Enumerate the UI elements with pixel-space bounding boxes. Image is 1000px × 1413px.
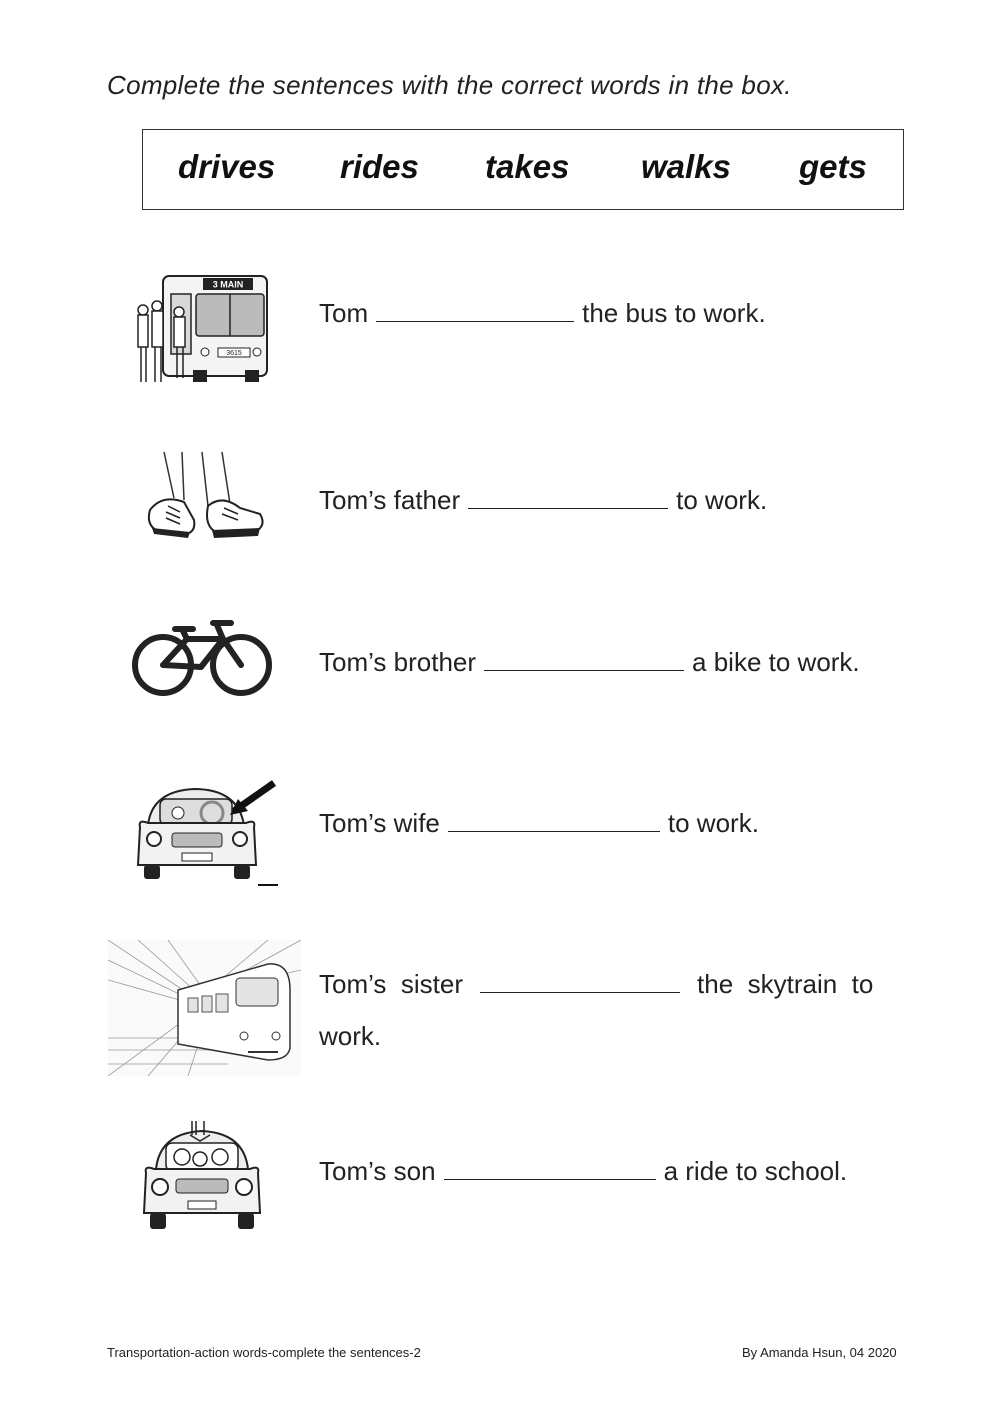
sentence-3: Tom’s brother a bike to work. [319, 647, 860, 677]
word-gets: gets [799, 148, 867, 185]
answer-blank-3[interactable] [484, 648, 684, 671]
word-takes: takes [485, 148, 570, 185]
sentence-5-line-2: work. [319, 1021, 382, 1051]
sentence-1: Tom the bus to work. [319, 298, 766, 328]
word-drives: drives [178, 148, 276, 185]
car-driver-icon [134, 777, 280, 892]
answer-blank-6[interactable] [444, 1157, 656, 1180]
word-box [142, 129, 904, 210]
word-rides: rides [340, 148, 419, 185]
walking-feet-icon [142, 450, 266, 545]
instruction-text: Complete the sentences with the correct words in the box. [107, 70, 792, 100]
bicycle-icon [131, 617, 273, 699]
bus-sign-text: 3 MAIN [212, 279, 244, 290]
answer-blank-1[interactable] [376, 299, 574, 322]
bus-number-text: 3615 [226, 350, 242, 357]
footer-title: Transportation-action words-complete the sentences-2 [107, 1345, 421, 1360]
answer-blank-4[interactable] [448, 809, 660, 832]
sentence-6: Tom’s son a ride to school. [319, 1156, 848, 1186]
word-walks: walks [641, 148, 731, 185]
sentence-2: Tom’s father to work. [319, 485, 768, 515]
sentence-5: Tom’s sister the skytrain to [319, 969, 874, 999]
answer-blank-5[interactable] [480, 970, 680, 993]
bus-icon [133, 270, 273, 390]
skytrain-icon [108, 940, 301, 1076]
car-passengers-icon [138, 1117, 266, 1237]
answer-blank-2[interactable] [468, 486, 668, 509]
footer-author: By Amanda Hsun, 04 2020 [742, 1345, 897, 1360]
sentence-4: Tom’s wife to work. [319, 808, 759, 838]
